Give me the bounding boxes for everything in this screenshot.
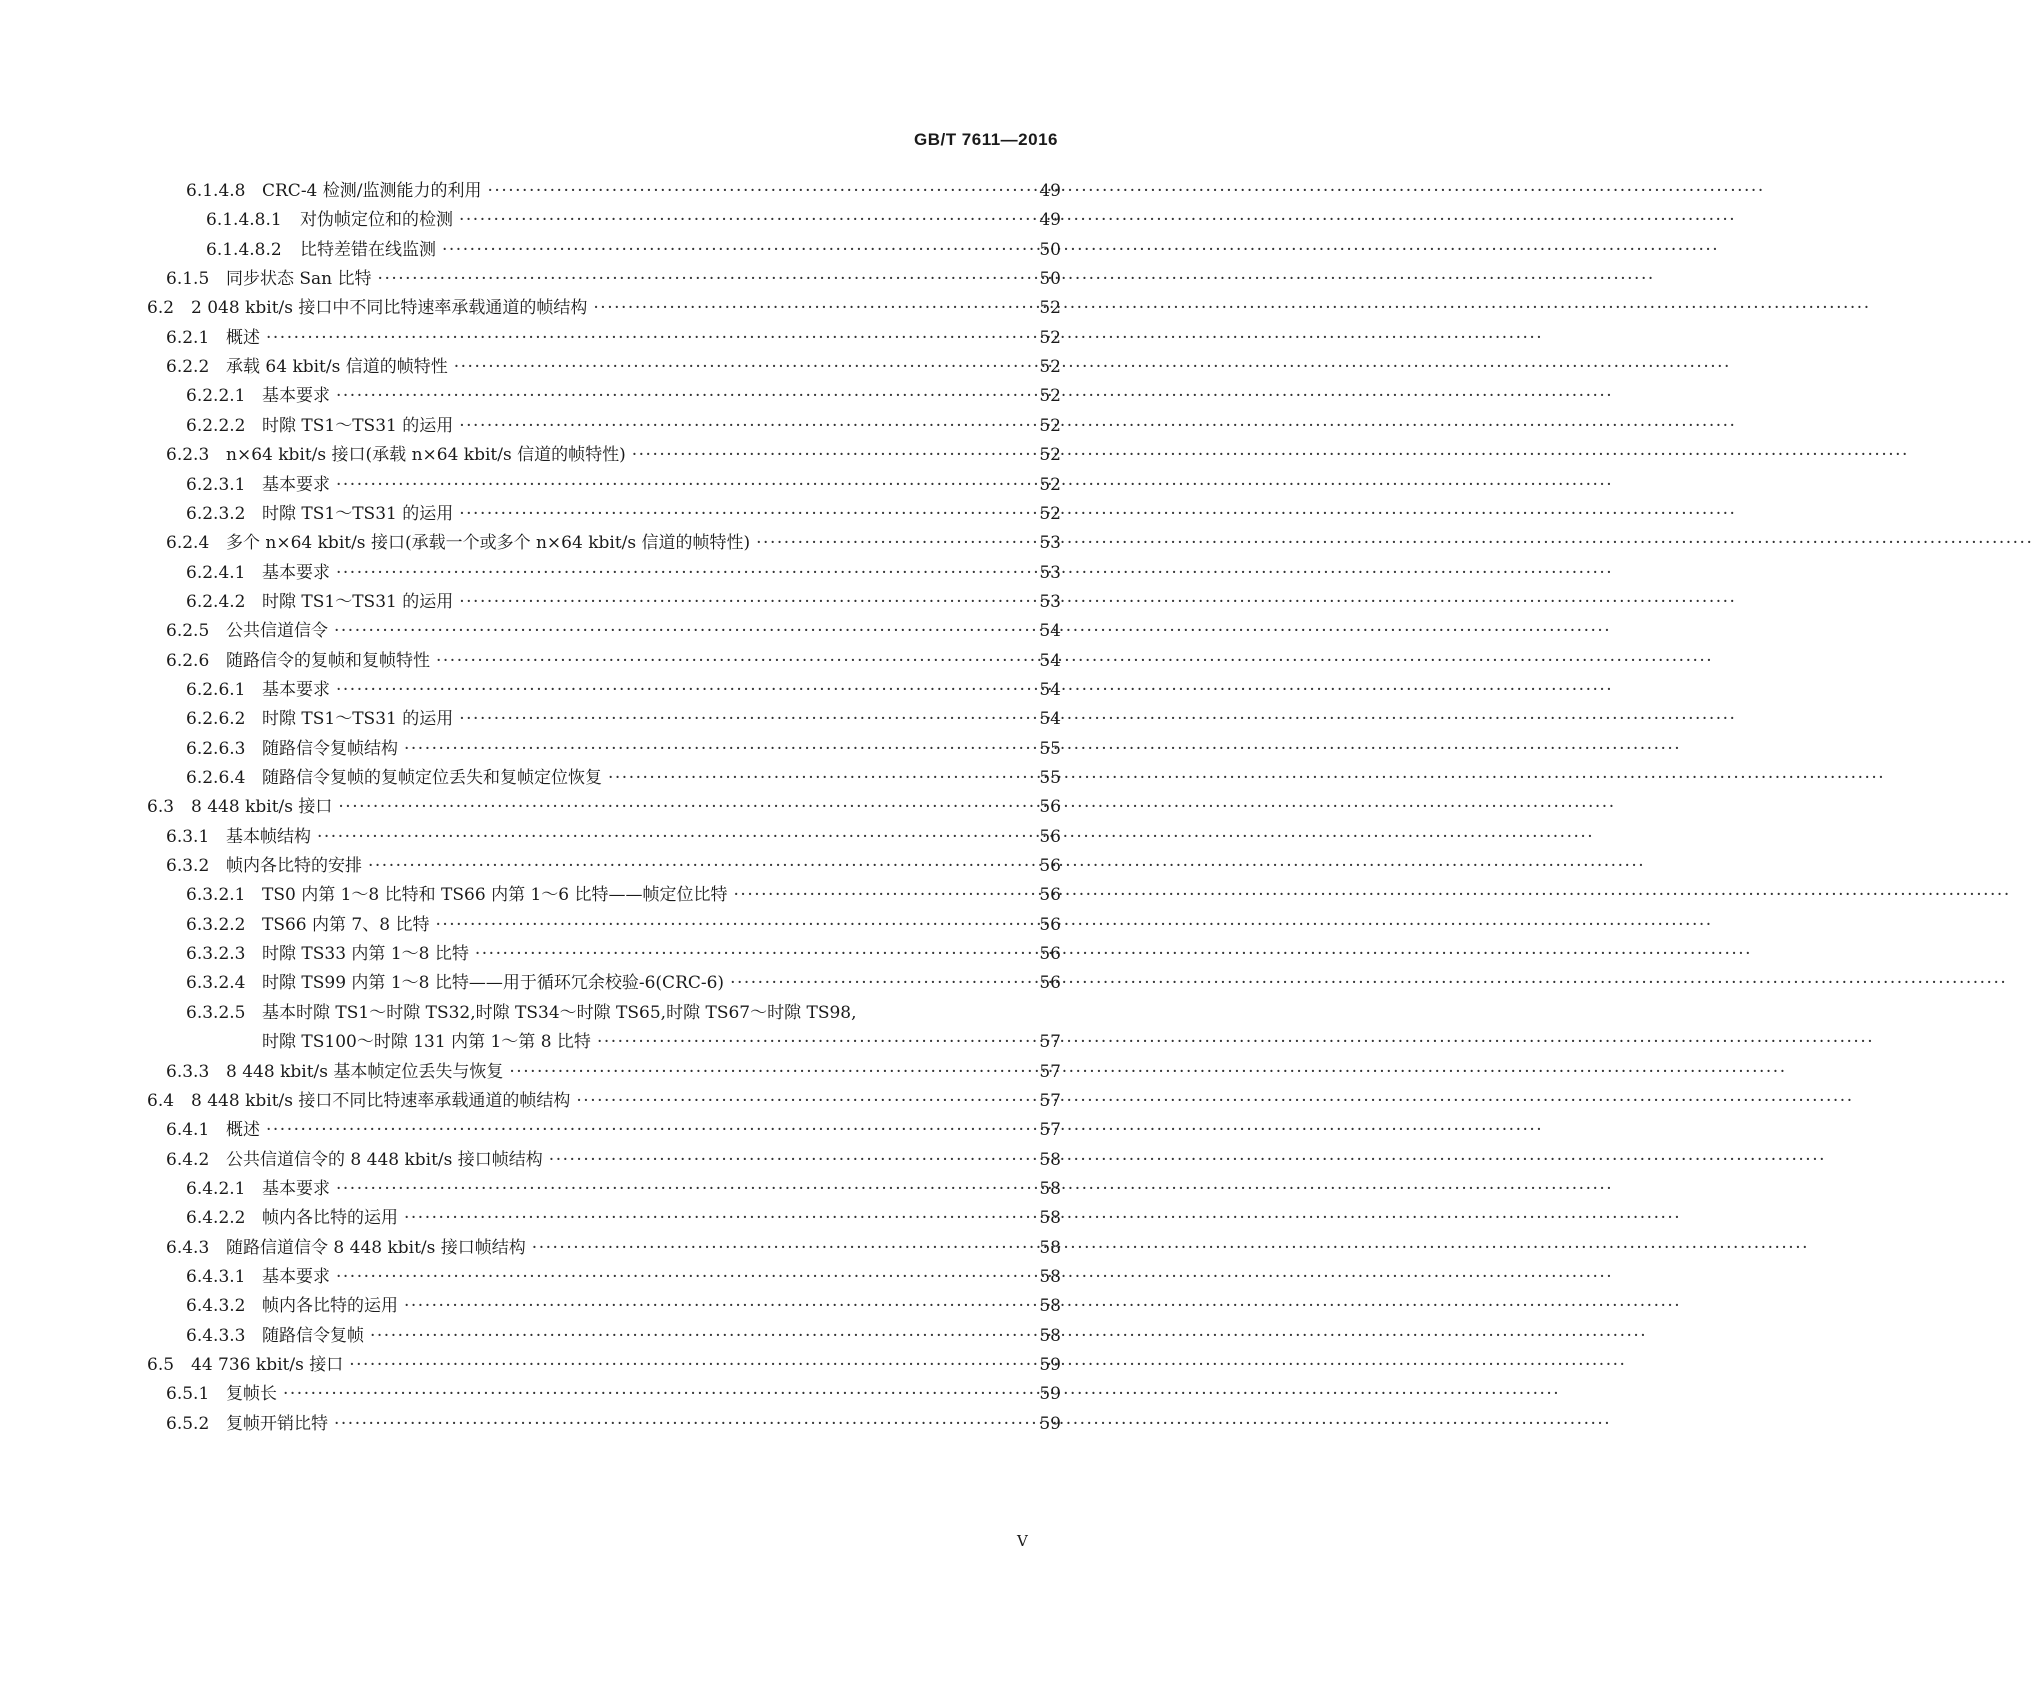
toc-entry[interactable] — [166, 530, 1061, 556]
toc-entry-title: 随路信令复帧的复帧定位丢失和复帧定位恢复 — [262, 768, 602, 788]
toc-entry-page: 56 — [1039, 944, 1061, 965]
toc-entry[interactable] — [147, 1352, 1061, 1378]
toc-entry-number: 6.4.3.1 — [186, 1266, 246, 1287]
toc-entry-page: 58 — [1039, 1149, 1061, 1170]
toc-entry-page: 50 — [1039, 269, 1061, 290]
toc-entry-number: 6.4.2 — [166, 1149, 210, 1170]
toc-entry[interactable] — [186, 706, 1061, 732]
toc-entry-page: 56 — [1039, 826, 1061, 847]
toc-dot-leader — [509, 1059, 1033, 1085]
toc-entry-number: 6.3.2 — [166, 856, 210, 877]
toc-dot-leader — [336, 472, 1033, 498]
page-number: V — [1017, 1532, 1028, 1550]
toc-entry[interactable] — [206, 237, 1061, 263]
toc-entry-number: 6.2.4.1 — [186, 562, 246, 583]
toc-dot-leader — [349, 1352, 1033, 1378]
toc-entry-number: 6.2.6 — [166, 650, 210, 671]
toc-entry-page: 57 — [1039, 1032, 1061, 1053]
toc-entry[interactable] — [186, 941, 1061, 967]
toc-entry-title: 承载 64 kbit/s 信道的帧特性 — [226, 357, 448, 378]
toc-dot-leader — [283, 1381, 1033, 1407]
toc-entry-title: 基本要求 — [262, 386, 330, 407]
toc-entry-number: 6.4.2.1 — [186, 1178, 246, 1199]
toc-entry[interactable] — [166, 824, 1061, 850]
toc-entry[interactable] — [186, 736, 1061, 762]
toc-entry-title: 比特差错在线监测 — [300, 239, 436, 260]
toc-dot-leader — [404, 1205, 1033, 1231]
toc-dot-leader — [756, 530, 1033, 556]
toc-dot-leader — [336, 560, 1033, 586]
toc-entry-page: 49 — [1039, 181, 1061, 201]
toc-entry-page: 58 — [1039, 1266, 1061, 1287]
toc-entry-title: 8 448 kbit/s 接口不同比特速率承载通道的帧结构 — [191, 1090, 571, 1111]
toc-entry-title: 基本要求 — [262, 1178, 330, 1199]
toc-entry-number: 6.4 — [147, 1090, 175, 1111]
toc-entry[interactable] — [147, 295, 1061, 321]
toc-entry-title: 同步状态 San 比特 — [226, 269, 372, 290]
toc-dot-leader — [475, 941, 1033, 967]
toc-dot-leader — [459, 706, 1033, 732]
toc-entry-page: 56 — [1039, 885, 1061, 906]
toc-entry-page: 50 — [1039, 239, 1061, 260]
toc-entry-page: 52 — [1039, 327, 1061, 348]
toc-entry-page: 58 — [1039, 1178, 1061, 1199]
toc-entry[interactable] — [206, 207, 1061, 233]
toc-entry-page: 56 — [1039, 973, 1061, 994]
toc-entry-number: 6.2 — [147, 298, 175, 319]
toc-dot-leader — [593, 295, 1033, 321]
toc-entry[interactable] — [166, 853, 1061, 879]
toc-entry-page: 56 — [1039, 797, 1061, 818]
toc-entry-number: 6.1.4.8.1 — [206, 210, 282, 231]
toc-entry-title: 时隙 TS1～TS31 的运用 — [262, 591, 454, 612]
toc-entry-page: 56 — [1039, 914, 1061, 935]
toc-entry[interactable] — [166, 325, 1061, 351]
toc-entry-title: 基本帧结构 — [226, 826, 311, 847]
toc-entry-number: 6.4.3.3 — [186, 1325, 246, 1346]
toc-entry[interactable] — [186, 1293, 1061, 1319]
toc-entry-title: 随路信令复帧结构 — [262, 738, 398, 759]
toc-entry-number: 6.3.2.2 — [186, 914, 246, 935]
toc-entry-title: 随路信道信令 8 448 kbit/s 接口帧结构 — [226, 1237, 526, 1258]
standard-code: GB/T 7611—2016 — [913, 130, 1058, 149]
toc-entry-title: 复帧开销比特 — [226, 1413, 328, 1434]
toc-entry[interactable] — [186, 677, 1061, 703]
toc-dot-leader — [266, 1117, 1033, 1143]
toc-entry[interactable] — [186, 970, 1061, 996]
toc-entry-number: 6.2.2.1 — [186, 386, 246, 407]
toc-dot-leader — [576, 1088, 1033, 1114]
toc-entry-title: 帧内各比特的运用 — [262, 1208, 398, 1229]
toc-entry-title: 概述 — [226, 327, 260, 348]
toc-dot-leader — [336, 1264, 1033, 1290]
toc-entry-title: 时隙 TS1～TS31 的运用 — [262, 709, 454, 730]
toc-entry[interactable] — [186, 472, 1061, 498]
toc-dot-leader — [459, 413, 1033, 439]
toc-dot-leader — [442, 237, 1033, 263]
toc-entry-page: 58 — [1039, 1237, 1061, 1258]
toc-dot-leader — [459, 589, 1033, 615]
toc-entry-title: 帧内各比特的运用 — [262, 1296, 398, 1317]
toc-entry-page: 54 — [1039, 621, 1061, 642]
toc-entry-title: 公共信道信令 — [226, 621, 328, 642]
toc-dot-leader — [338, 794, 1033, 820]
toc-entry[interactable] — [186, 1264, 1061, 1290]
toc-entry-title: TS66 内第 7、8 比特 — [262, 914, 430, 935]
toc-entry-page: 53 — [1039, 591, 1061, 612]
toc-entry[interactable] — [186, 1176, 1061, 1202]
toc-entry-page: 54 — [1039, 709, 1061, 730]
toc-entry-number: 6.1.4.8 — [186, 181, 246, 201]
toc-entry[interactable] — [147, 1088, 1061, 1114]
toc-dot-leader — [404, 1293, 1033, 1319]
toc-entry-title: 基本要求 — [262, 474, 330, 495]
toc-entry-number: 6.2.6.4 — [186, 768, 246, 788]
toc-dot-leader — [435, 912, 1033, 938]
toc-dot-leader — [336, 383, 1033, 409]
toc-entry-number: 6.2.3.1 — [186, 474, 246, 495]
toc-entry-number: 6.2.4.2 — [186, 591, 246, 612]
toc-entry-page: 55 — [1039, 768, 1061, 788]
toc-entry-number: 6.4.3 — [166, 1237, 210, 1258]
toc-entry-title: 时隙 TS33 内第 1～8 比特 — [262, 944, 469, 965]
toc-entry[interactable] — [186, 1205, 1061, 1231]
toc-entry-title: TS0 内第 1～8 比特和 TS66 内第 1～6 比特——帧定位比特 — [262, 885, 728, 906]
toc-entry-page: 54 — [1039, 650, 1061, 671]
toc-dot-leader — [317, 824, 1033, 850]
toc-entry-title: 复帧长 — [226, 1384, 277, 1405]
toc-entry[interactable] — [186, 765, 1061, 791]
toc-entry-number: 6.5.1 — [166, 1384, 210, 1405]
toc-dot-leader — [336, 677, 1033, 703]
toc-entry-title: 时隙 TS1～TS31 的运用 — [262, 415, 454, 436]
toc-entry[interactable] — [186, 383, 1061, 409]
toc-entry-title: 8 448 kbit/s 基本帧定位丢失与恢复 — [226, 1061, 504, 1082]
toc-entry[interactable] — [166, 648, 1061, 674]
toc-entry-number: 6.5.2 — [166, 1413, 210, 1434]
toc-entry[interactable] — [166, 1235, 1061, 1261]
toc-entry[interactable] — [186, 1323, 1061, 1349]
toc-entry-number: 6.2.6.2 — [186, 709, 246, 730]
toc-entry-page: 59 — [1039, 1384, 1061, 1405]
toc-entry[interactable] — [166, 442, 1061, 468]
toc-entry-number: 6.3.2.4 — [186, 973, 246, 994]
toc-entry[interactable] — [166, 1411, 1061, 1437]
toc-entry-title: 对伪帧定位和的检测 — [300, 210, 453, 231]
toc-dot-leader — [454, 354, 1033, 380]
toc-entry-title: 2 048 kbit/s 接口中不同比特速率承载通道的帧结构 — [191, 298, 588, 319]
toc-entry-number: 6.2.6.1 — [186, 679, 246, 700]
toc-entry[interactable] — [166, 1147, 1061, 1173]
toc-entry-number: 6.1.4.8.2 — [206, 239, 282, 260]
toc-entry-number: 6.2.4 — [166, 533, 210, 554]
toc-entry-number: 6.2.2 — [166, 357, 210, 378]
toc-dot-leader — [368, 853, 1033, 879]
toc-dot-leader — [730, 970, 1033, 996]
toc-entry-title: 概述 — [226, 1120, 260, 1141]
toc-entry[interactable] — [186, 589, 1061, 615]
toc-entry[interactable] — [166, 266, 1061, 292]
toc-entry-number: 6.2.6.3 — [186, 738, 246, 759]
toc-entry-title: 基本时隙 TS1～时隙 TS32,时隙 TS34～时隙 TS65,时隙 TS67～时隙 TS98, — [262, 1002, 857, 1023]
toc-entry-number: 6.5 — [147, 1355, 175, 1375]
toc-entry-number: 6.2.5 — [166, 621, 210, 642]
toc-entry-number: 6.3 — [147, 797, 175, 818]
toc-entry[interactable] — [186, 413, 1061, 439]
toc-dot-leader — [378, 266, 1033, 292]
toc-entry[interactable] — [186, 882, 1061, 908]
toc-entry-title: CRC-4 检测/监测能力的利用 — [262, 181, 482, 201]
toc-dot-leader — [488, 178, 1033, 204]
toc-entry[interactable] — [147, 794, 1061, 820]
toc-entry-page: 52 — [1039, 503, 1061, 524]
toc-dot-leader — [334, 618, 1033, 644]
toc-dot-leader — [334, 1411, 1033, 1437]
toc-entry-page: 58 — [1039, 1296, 1061, 1317]
toc-dot-leader — [597, 1029, 1033, 1055]
toc-entry-title: 时隙 TS1～TS31 的运用 — [262, 503, 454, 524]
toc-entry-page: 52 — [1039, 415, 1061, 436]
toc-dot-leader — [608, 765, 1033, 791]
toc-entry[interactable] — [166, 1117, 1061, 1143]
toc-dot-leader — [404, 736, 1033, 762]
toc-entry-page: 53 — [1039, 533, 1061, 554]
toc-entry-number: 6.2.3 — [166, 445, 210, 466]
toc-dot-leader — [459, 207, 1033, 233]
toc-entry-page: 59 — [1039, 1413, 1061, 1434]
toc-entry-title: 基本要求 — [262, 1266, 330, 1287]
toc-entry-title: 时隙 TS99 内第 1～8 比特——用于循环冗余校验-6(CRC-6) — [262, 973, 725, 994]
toc-entry-number: 6.2.3.2 — [186, 503, 246, 524]
toc-entry-page: 59 — [1039, 1355, 1061, 1375]
toc-entry-number: 6.3.2.3 — [186, 944, 246, 965]
toc-entry-number: 6.4.2.2 — [186, 1208, 246, 1229]
toc-entry-number: 6.3.1 — [166, 826, 210, 847]
toc-entry-page: 54 — [1039, 679, 1061, 700]
toc-entry-title: 随路信令的复帧和复帧特性 — [226, 650, 430, 671]
toc-entry[interactable] — [186, 178, 1061, 204]
toc-entry-page: 49 — [1039, 210, 1061, 231]
toc-entry[interactable] — [166, 1059, 1061, 1085]
toc-entry-title: 随路信令复帧 — [262, 1325, 364, 1346]
toc-entry-title: 基本要求 — [262, 679, 330, 700]
toc-entry-title: 基本要求 — [262, 562, 330, 583]
toc-entry-page: 52 — [1039, 474, 1061, 495]
toc-entry[interactable] — [166, 354, 1061, 380]
toc-dot-leader — [370, 1323, 1033, 1349]
toc-entry-page: 52 — [1039, 298, 1061, 319]
toc-entry-number: 6.4.1 — [166, 1120, 210, 1141]
toc-entry[interactable] — [186, 912, 1061, 938]
toc-entry-title: 多个 n×64 kbit/s 接口(承载一个或多个 n×64 kbit/s 信道的帧特性) — [226, 533, 751, 554]
toc-dot-leader — [436, 648, 1033, 674]
toc-entry-title: 44 736 kbit/s 接口 — [191, 1355, 344, 1375]
toc-entry-number: 6.4.3.2 — [186, 1296, 246, 1317]
toc-entry-page: 55 — [1039, 738, 1061, 759]
toc-entry-page: 52 — [1039, 357, 1061, 378]
toc-entry-page: 56 — [1039, 856, 1061, 877]
toc-entry-page: 53 — [1039, 562, 1061, 583]
toc-entry-number: 6.2.2.2 — [186, 415, 246, 436]
toc-dot-leader — [459, 501, 1033, 527]
toc-entry[interactable] — [186, 501, 1061, 527]
toc-entry-title: n×64 kbit/s 接口(承载 n×64 kbit/s 信道的帧特性) — [226, 445, 626, 466]
toc-entry[interactable] — [166, 618, 1061, 644]
toc-entry-page: 58 — [1039, 1208, 1061, 1229]
toc-entry[interactable] — [186, 560, 1061, 586]
toc-entry-number: 6.3.3 — [166, 1061, 210, 1082]
toc-dot-leader — [266, 325, 1033, 351]
toc-entry-title: 时隙 TS100～时隙 131 内第 1～第 8 比特 — [262, 1032, 591, 1053]
toc-dot-leader — [734, 882, 1033, 908]
toc-entry[interactable] — [186, 1000, 1061, 1026]
toc-entry-number: 6.1.5 — [166, 269, 210, 290]
toc-entry-page: 57 — [1039, 1120, 1061, 1141]
toc-dot-leader — [336, 1176, 1033, 1202]
toc-dot-leader — [632, 442, 1033, 468]
toc-entry[interactable] — [262, 1029, 1061, 1055]
toc-entry-page: 58 — [1039, 1325, 1061, 1346]
toc-entry[interactable] — [166, 1381, 1061, 1407]
toc-entry-title: 帧内各比特的安排 — [226, 856, 362, 877]
toc-entry-title: 公共信道信令的 8 448 kbit/s 接口帧结构 — [226, 1149, 543, 1170]
toc-entry-page: 52 — [1039, 386, 1061, 407]
toc-entry-page: 57 — [1039, 1061, 1061, 1082]
toc-entry-title: 8 448 kbit/s 接口 — [191, 797, 333, 818]
toc-entry-number: 6.2.1 — [166, 327, 210, 348]
toc-dot-leader — [532, 1235, 1033, 1261]
toc-entry-page: 52 — [1039, 445, 1061, 466]
toc-entry-number: 6.3.2.5 — [186, 1002, 246, 1023]
toc-entry-page: 57 — [1039, 1090, 1061, 1111]
toc-entry-number: 6.3.2.1 — [186, 885, 246, 906]
toc-dot-leader — [549, 1147, 1033, 1173]
